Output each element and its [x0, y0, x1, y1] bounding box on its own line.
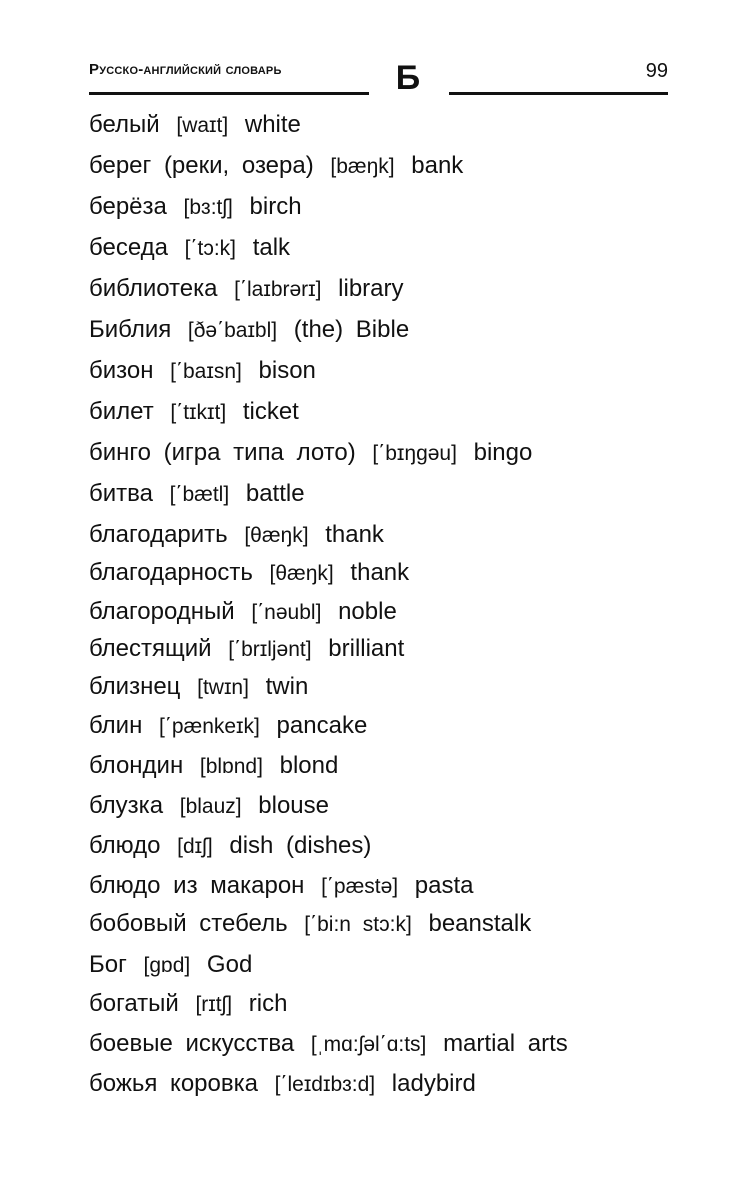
transcription: [gɒd] [143, 954, 191, 977]
header-rule-left [89, 92, 369, 95]
dictionary-entry [89, 791, 329, 822]
russian-word: богатый [89, 990, 179, 1017]
transcription: [΄pænkeɪk] [159, 715, 260, 738]
dictionary-entry [89, 315, 409, 346]
transcription: [twɪn] [197, 676, 249, 699]
transcription: [΄tɔ:k] [184, 237, 237, 260]
russian-word: билет [89, 398, 154, 425]
english-word: birch [249, 193, 302, 220]
english-word: battle [245, 480, 305, 507]
dictionary-entry [89, 909, 531, 940]
dictionary-entry [89, 831, 371, 862]
russian-word: блестящий [89, 635, 212, 662]
transcription: [΄bɪŋgəu] [372, 442, 457, 465]
transcription: [΄pæstə] [321, 875, 399, 898]
russian-word: блузка [89, 792, 164, 819]
dictionary-entry [89, 1029, 568, 1060]
transcription: [bæŋk] [330, 155, 395, 178]
transcription: [waɪt] [176, 114, 229, 137]
section-letter: Б [395, 59, 421, 97]
transcription: [΄tɪkɪt] [170, 401, 227, 424]
dictionary-entry [89, 751, 338, 782]
transcription: [θæŋk] [269, 562, 334, 585]
english-word: ladybird [391, 1070, 476, 1097]
header-rule-right [449, 92, 668, 95]
transcription: [΄bætl] [169, 483, 230, 506]
english-word: pasta [414, 872, 474, 899]
transcription: [΄bi:n stɔ:k] [304, 913, 412, 936]
russian-word: благодарность [89, 559, 253, 586]
dictionary-entry [89, 871, 474, 902]
russian-word: блюдо из макарон [89, 872, 305, 899]
russian-word: битва [89, 480, 153, 507]
russian-word: берег (реки, озера) [89, 152, 314, 179]
transcription: [bɜ:tʃ] [183, 196, 233, 219]
english-word: bison [258, 357, 316, 384]
russian-word: Бог [89, 951, 127, 978]
english-word: thank [325, 521, 384, 548]
english-word: white [244, 111, 301, 138]
dictionary-entry [89, 479, 305, 510]
english-word: beanstalk [428, 910, 532, 937]
english-word: pancake [276, 712, 368, 739]
english-word: ticket [242, 398, 299, 425]
transcription: [΄baɪsn] [170, 360, 242, 383]
english-word: God [206, 951, 253, 978]
english-word: bingo [473, 439, 533, 466]
transcription: [θæŋk] [244, 524, 309, 547]
transcription: [blɒnd] [199, 755, 263, 778]
dictionary-entry [89, 950, 252, 981]
dictionary-entry [89, 233, 290, 264]
english-word: talk [252, 234, 291, 261]
dictionary-entry [89, 1069, 476, 1100]
russian-word: благородный [89, 598, 235, 625]
english-word: library [338, 275, 404, 302]
english-word: (the) Bible [293, 316, 410, 343]
russian-word: благодарить [89, 521, 228, 548]
english-word: blond [279, 752, 339, 779]
russian-word: бинго (игра типа лото) [89, 439, 356, 466]
transcription: [blauz] [179, 795, 242, 818]
russian-word: берёза [89, 193, 167, 220]
dictionary-entry [89, 151, 463, 182]
russian-word: бобовый стебель [89, 910, 288, 937]
transcription: [dɪʃ] [177, 835, 213, 858]
english-word: rich [248, 990, 288, 1017]
english-word: bank [411, 152, 464, 179]
page-header [0, 0, 756, 100]
dictionary-entry [89, 192, 302, 223]
transcription: [rɪtʃ] [195, 993, 233, 1016]
russian-word: блондин [89, 752, 184, 779]
russian-word: белый [89, 111, 160, 138]
dictionary-entry [89, 634, 404, 665]
russian-word: бизон [89, 357, 154, 384]
russian-word: боевые искусства [89, 1030, 295, 1057]
dictionary-entry [89, 110, 301, 141]
transcription: [΄laɪbrərɪ] [234, 278, 322, 301]
english-word: martial arts [443, 1030, 568, 1057]
dictionary-entry [89, 597, 397, 628]
transcription: [ðə΄baɪbl] [187, 319, 278, 342]
page-number: 99 [645, 60, 668, 82]
dictionary-entry [89, 356, 316, 387]
transcription: [΄leɪdɪbɜ:d] [274, 1073, 376, 1096]
transcription: [΄nəubl] [251, 601, 322, 624]
english-word: noble [338, 598, 397, 625]
running-title: Русско-английский словарь [89, 61, 282, 78]
russian-word: Библия [89, 316, 172, 343]
dictionary-entry [89, 438, 532, 469]
dictionary-entry [89, 520, 384, 551]
russian-word: божья коровка [89, 1070, 258, 1097]
transcription: [ˌmɑ:ʃəl΄ɑ:ts] [310, 1033, 427, 1056]
english-word: blouse [258, 792, 330, 819]
dictionary-entry [89, 711, 367, 742]
dictionary-entry [89, 397, 299, 428]
dictionary-entry [89, 558, 409, 589]
english-word: dish (dishes) [229, 832, 372, 859]
dictionary-entry [89, 989, 287, 1020]
english-word: thank [350, 559, 410, 586]
russian-word: блюдо [89, 832, 161, 859]
dictionary-entry [89, 672, 308, 703]
russian-word: библиотека [89, 275, 218, 302]
english-word: twin [265, 673, 309, 700]
russian-word: беседа [89, 234, 168, 261]
russian-word: близнец [89, 673, 181, 700]
dictionary-entry [89, 274, 404, 305]
transcription: [΄brɪljənt] [228, 638, 312, 661]
russian-word: блин [89, 712, 143, 739]
english-word: brilliant [328, 635, 405, 662]
